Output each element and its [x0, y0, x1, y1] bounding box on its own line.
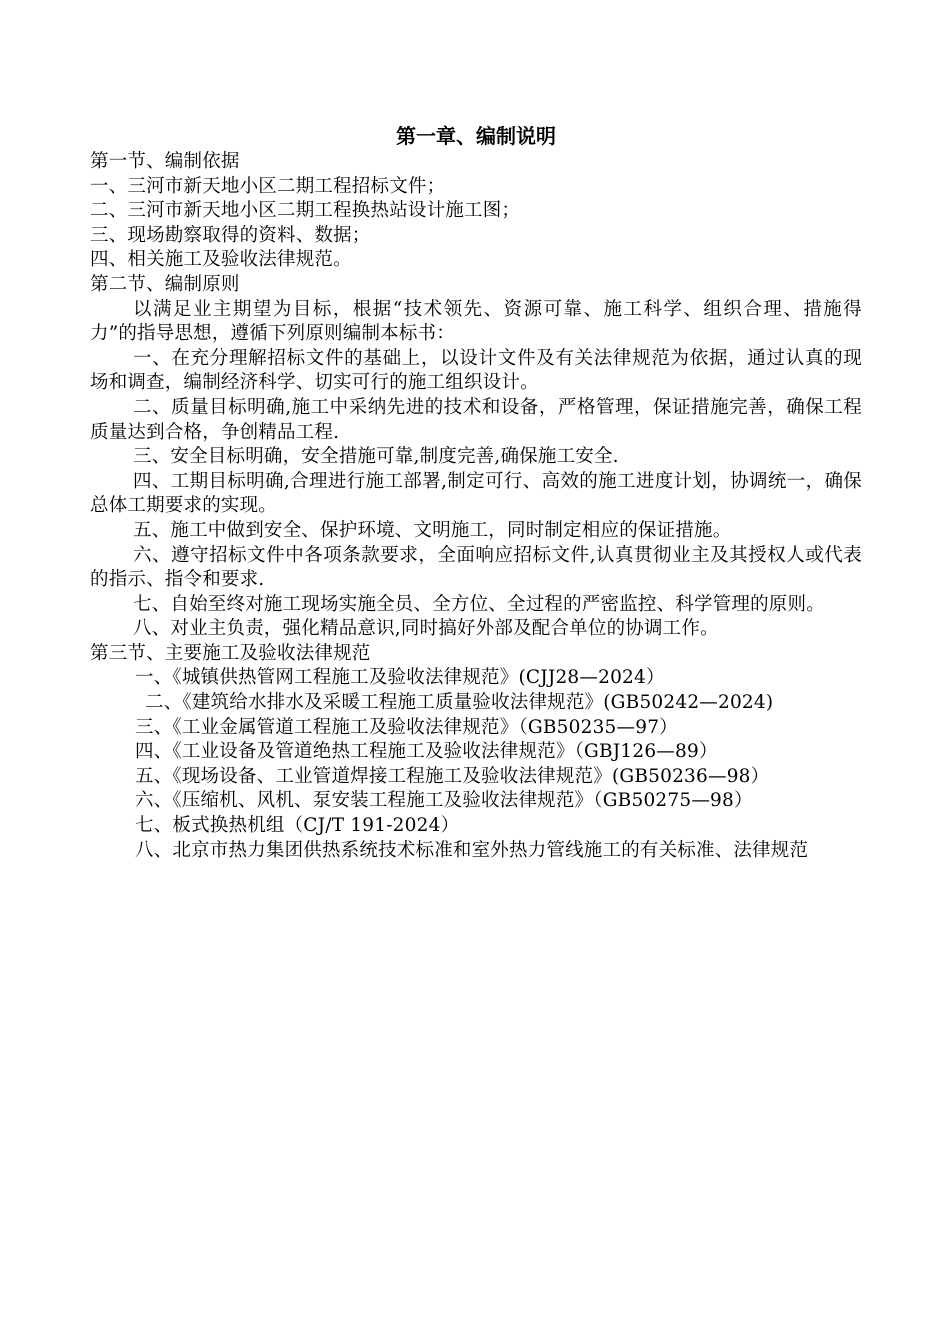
document-body — [90, 122, 862, 863]
principle-item: 四、工期目标明确,合理进行施工部署,制定可行、高效的施工进度计划，协调统一，确保总体工期要求的实现。 — [90, 470, 862, 517]
standard-item: 五、《现场设备、工业管道焊接工程施工及验收法律规范》(GB50236—98） — [135, 765, 770, 787]
basis-item: 四、相关施工及验收法律规范。 — [90, 249, 352, 271]
principles-intro: 以满足业主期望为目标，根据“技术领先、资源可靠、施工科学、组织合理、措施得力”的指导思想，遵循下列原则编制本标书： — [90, 298, 862, 345]
principle-item: 五、施工中做到安全、保护环境、文明施工，同时制定相应的保证措施。 — [133, 519, 732, 541]
principle-item: 六、遵守招标文件中各项条款要求，全面响应招标文件,认真贯彻业主及其授权人或代表的指示、指令和要求. — [90, 544, 862, 591]
basis-item: 二、三河市新天地小区二期工程换热站设计施工图； — [90, 200, 521, 222]
section-heading-1: 第一节、编制依据 — [90, 151, 240, 172]
principle-item: 三、安全目标明确，安全措施可靠,制度完善,确保施工安全. — [133, 446, 619, 468]
standard-item: 一、《城镇供热管网工程施工及验收法律规范》(CJJ28—2024） — [135, 667, 665, 689]
standard-item: 四、《工业设备及管道绝热工程施工及验收法律规范》（GBJ126—89） — [135, 741, 718, 763]
standard-item: 六、《压缩机、风机、泵安装工程施工及验收法律规范》（GB50275—98） — [135, 790, 753, 812]
basis-item: 一、三河市新天地小区二期工程招标文件； — [90, 175, 446, 197]
section-heading-3: 第三节、主要施工及验收法律规范 — [90, 642, 371, 664]
chapter-title: 第一章、编制说明 — [396, 124, 556, 148]
section-heading-2: 第二节、编制原则 — [90, 273, 240, 295]
standard-item: 八、北京市热力集团供热系统技术标准和室外热力管线施工的有关标准、法律规范 — [135, 839, 809, 861]
standard-item: 二、《建筑给水排水及采暖工程施工质量验收法律规范》(GB50242—2024) — [145, 692, 774, 714]
basis-item: 三、现场勘察取得的资料、数据； — [90, 224, 371, 246]
standard-item: 三、《工业金属管道工程施工及验收法律规范》（GB50235—97） — [135, 716, 678, 738]
principle-item: 二、质量目标明确,施工中采纳先进的技术和设备，严格管理，保证措施完善，确保工程质量达到合格，争创精品工程. — [90, 396, 862, 443]
principle-item: 一、在充分理解招标文件的基础上，以设计文件及有关法律规范为依据，通过认真的现场和调查，编制经济科学、切实可行的施工组织设计。 — [90, 347, 862, 394]
principle-item: 七、自始至终对施工现场实施全员、全方位、全过程的严密监控、科学管理的原则。 — [133, 593, 825, 615]
standard-item: 七、板式换热机组（CJ/T 191-2024） — [135, 815, 460, 837]
principle-item: 八、对业主负责，强化精品意识,同时搞好外部及配合单位的协调工作。 — [133, 618, 719, 640]
